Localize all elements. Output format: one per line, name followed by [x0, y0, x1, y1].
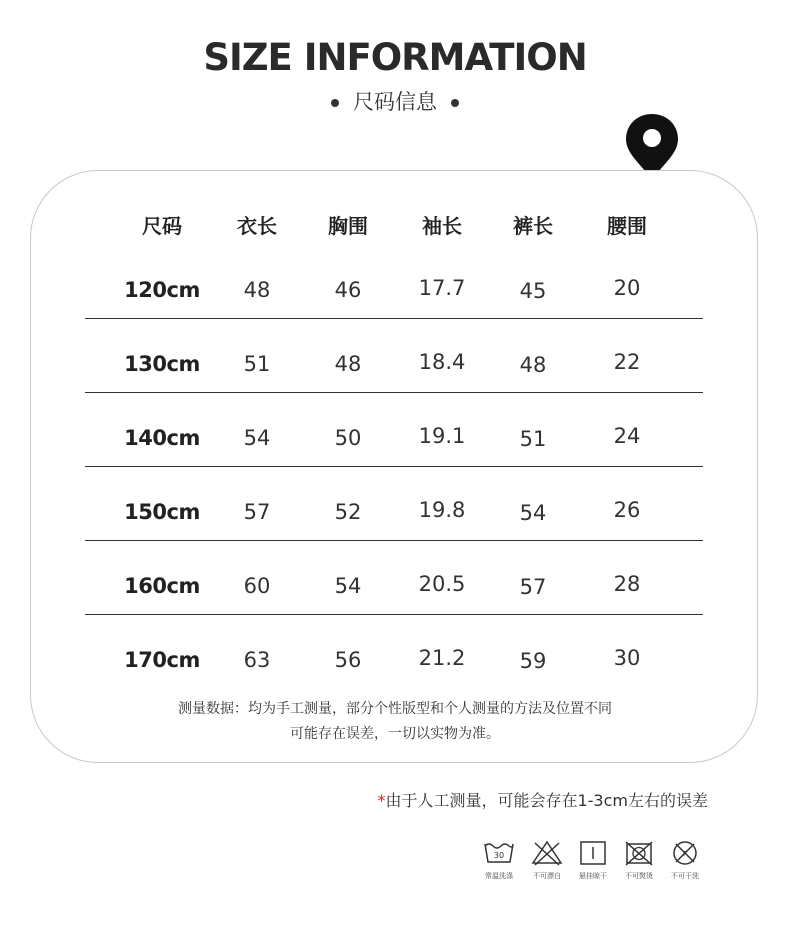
table-header-cell: 胸围: [328, 214, 368, 238]
table-cell: 54: [519, 501, 547, 525]
table-header-cell: 裤长: [513, 214, 553, 238]
size-label: 160cm: [124, 574, 200, 598]
table-cell: 19.1: [418, 424, 466, 448]
care-label-hang-dry: 悬挂晾干: [579, 872, 607, 880]
row-divider: [85, 318, 703, 319]
row-divider: [85, 466, 703, 467]
table-header-cell: 袖长: [422, 214, 462, 238]
size-label: 140cm: [124, 426, 200, 450]
table-cell: 48: [243, 278, 271, 302]
wash-30-icon: [483, 840, 515, 866]
table-cell: 48: [334, 352, 362, 376]
table-cell: 20: [613, 276, 641, 300]
table-cell: 45: [519, 279, 547, 303]
size-label: 150cm: [124, 500, 200, 524]
table-cell: 56: [334, 648, 362, 672]
table-cell: 51: [519, 427, 547, 451]
hang-dry-icon: [579, 840, 607, 866]
care-label-tumble: 不可熨烫: [625, 872, 653, 880]
table-cell: 22: [613, 350, 641, 374]
table-cell: 59: [519, 649, 547, 673]
wash-temperature: 30: [493, 851, 505, 860]
table-cell: 21.2: [418, 646, 466, 670]
asterisk: *: [377, 791, 386, 810]
table-cell: 50: [334, 426, 362, 450]
table-cell: 52: [334, 500, 362, 524]
table-cell: 54: [243, 426, 271, 450]
row-divider: [85, 614, 703, 615]
care-label-dry-clean: 不可干洗: [671, 872, 699, 880]
measurement-note-line2: 可能存在误差，一切以实物为准。: [290, 726, 500, 742]
table-header-cell: 尺码: [142, 214, 182, 238]
care-dry-clean: [655, 840, 715, 881]
table-cell: 54: [334, 574, 362, 598]
no-bleach-icon: [531, 840, 563, 866]
size-label: 170cm: [124, 648, 200, 672]
table-cell: 17.7: [418, 276, 466, 300]
size-label: 130cm: [124, 352, 200, 376]
table-header-cell: 衣长: [237, 214, 277, 238]
table-cell: 28: [613, 572, 641, 596]
table-cell: 57: [243, 500, 271, 524]
care-label-wash: 常温洗涤: [485, 872, 513, 880]
no-dry-clean-icon: [671, 840, 699, 866]
table-cell: 20.5: [418, 572, 466, 596]
table-cell: 26: [613, 498, 641, 522]
measurement-note-line1: 测量数据：均为手工测量，部分个性版型和个人测量的方法及位置不同: [178, 701, 612, 717]
size-label: 120cm: [124, 278, 200, 302]
table-cell: 60: [243, 574, 271, 598]
table-header-cell: 腰围: [607, 214, 647, 238]
row-divider: [85, 392, 703, 393]
error-note: [377, 788, 708, 811]
table-cell: 46: [334, 278, 362, 302]
table-cell: 19.8: [418, 498, 466, 522]
subtitle-text: 尺码信息: [353, 90, 437, 114]
table-cell: 57: [519, 575, 547, 599]
bullet-dot-right: [451, 99, 459, 107]
error-note-text: 由于人工测量，可能会存在1-3cm左右的误差: [385, 791, 708, 810]
table-cell: 48: [519, 353, 547, 377]
page-title: SIZE INFORMATION: [203, 36, 587, 79]
bullet-dot-left: [331, 99, 339, 107]
svg-text:F: F: [682, 850, 688, 858]
table-cell: 24: [613, 424, 641, 448]
table-cell: 18.4: [418, 350, 466, 374]
table-cell: 63: [243, 648, 271, 672]
care-label-bleach: 不可漂白: [533, 872, 561, 880]
row-divider: [85, 540, 703, 541]
table-cell: 30: [613, 646, 641, 670]
no-tumble-dry-icon: [624, 840, 654, 866]
table-cell: 51: [243, 352, 271, 376]
